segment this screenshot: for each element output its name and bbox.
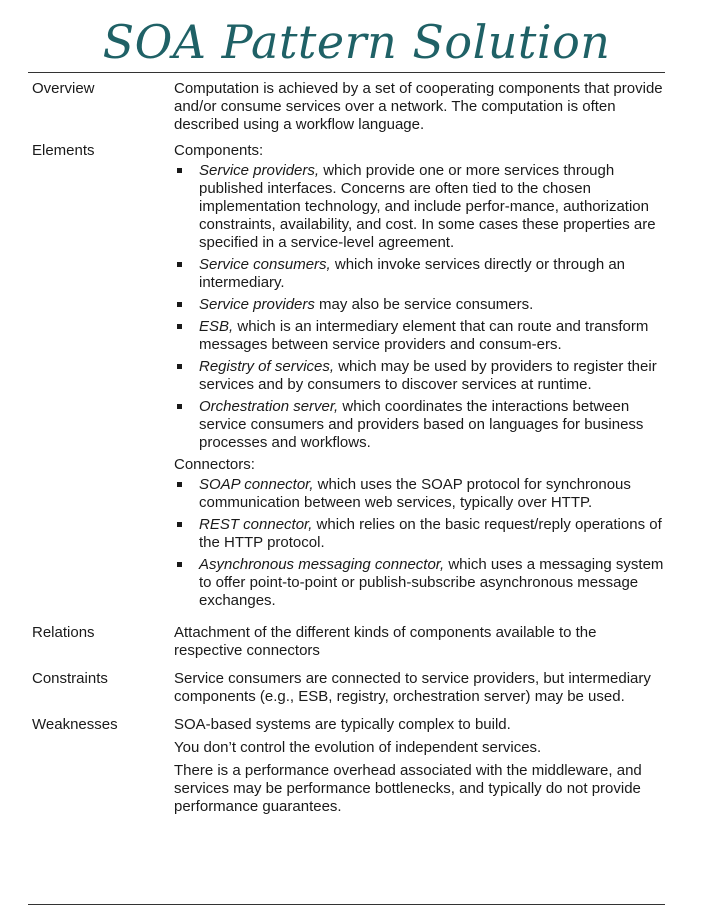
constraints-content <box>174 670 664 706</box>
component-term: Service consumers, <box>199 256 331 273</box>
component-term: Service providers <box>199 296 315 313</box>
bottom-rule <box>28 904 665 905</box>
list-item <box>174 476 664 512</box>
relations-text: Attachment of the different kinds of components available to the respective connectors <box>174 624 597 659</box>
bullet-icon <box>177 482 182 487</box>
overview-text: Computation is achieved by a set of cooperating components that provide and/or consume services over a network. The computation is often described using a workflow language. <box>174 80 663 133</box>
bullet-icon <box>177 168 182 173</box>
components-list <box>174 162 664 452</box>
weakness-item: There is a performance overhead associated with the middleware, and services may be performance bottlenecks, and typically do not provide performance guarantees. <box>174 762 642 815</box>
component-term: Service providers, <box>199 162 320 179</box>
bullet-icon <box>177 562 182 567</box>
page-title: SOA Pattern Solution <box>102 15 611 69</box>
connector-text: which uses a messaging system to offer point-to-point or publish-subscribe asynchronous message exchanges. <box>199 556 664 609</box>
connector-term: REST connector, <box>199 516 313 533</box>
list-item <box>174 256 664 292</box>
component-text: which invoke services directly or through an intermediary. <box>199 256 626 291</box>
elements-content <box>174 142 664 614</box>
list-item <box>174 318 664 354</box>
component-text: which is an intermediary element that can route and transform messages between service providers and consum-ers. <box>199 318 649 353</box>
list-item <box>174 296 664 314</box>
constraints-text: Service consumers are connected to service providers, but intermediary components (e.g., ESB, registry, orchestration server) may be used. <box>174 670 651 705</box>
bullet-icon <box>177 262 182 267</box>
connector-text: which uses the SOAP protocol for synchronous communication between web services, typically over HTTP. <box>199 476 631 511</box>
weaknesses-content <box>174 716 664 821</box>
component-text: which provide one or more services through published interfaces. Concerns are often tied to the chosen implementation technology, and include perfor-mance, authorization constraints, availability, and cost. In some cases these properties are specified in a service-level agreement. <box>199 162 656 251</box>
component-text: which coordinates the interactions between service consumers and providers based on languages for business processes and workflows. <box>199 398 644 451</box>
bullet-icon <box>177 324 182 329</box>
component-term: ESB, <box>199 318 234 335</box>
elements-row <box>32 142 664 614</box>
elements-label: Elements <box>32 142 95 159</box>
list-item <box>174 358 664 394</box>
component-term: Registry of services, <box>199 358 335 375</box>
components-heading: Components: <box>174 142 264 159</box>
relations-content <box>174 624 664 660</box>
list-item <box>174 162 664 252</box>
relations-label: Relations <box>32 624 95 641</box>
weakness-item: SOA-based systems are typically complex to build. <box>174 716 511 733</box>
connector-text: which relies on the basic request/reply operations of the HTTP protocol. <box>199 516 662 551</box>
overview-row <box>32 80 664 134</box>
weaknesses-label: Weaknesses <box>32 716 118 733</box>
constraints-row <box>32 670 664 706</box>
top-rule <box>28 72 665 73</box>
component-text: which may be used by providers to register their services and by consumers to discover services at runtime. <box>199 358 657 393</box>
overview-content <box>174 80 664 134</box>
bullet-icon <box>177 364 182 369</box>
pattern-table <box>32 80 664 821</box>
list-item <box>174 398 664 452</box>
relations-row <box>32 624 664 660</box>
bullet-icon <box>177 404 182 409</box>
list-item <box>174 556 664 610</box>
weakness-item: You don’t control the evolution of independent services. <box>174 739 542 756</box>
weaknesses-row <box>32 716 664 821</box>
connectors-heading: Connectors: <box>174 456 255 473</box>
component-term: Orchestration server, <box>199 398 339 415</box>
component-text: may also be service consumers. <box>314 296 534 313</box>
bullet-icon <box>177 522 182 527</box>
connectors-list <box>174 476 664 610</box>
bullet-icon <box>177 302 182 307</box>
constraints-label: Constraints <box>32 670 108 687</box>
connector-term: SOAP connector, <box>199 476 314 493</box>
overview-label: Overview <box>32 80 95 97</box>
connector-term: Asynchronous messaging connector, <box>199 556 445 573</box>
list-item <box>174 516 664 552</box>
